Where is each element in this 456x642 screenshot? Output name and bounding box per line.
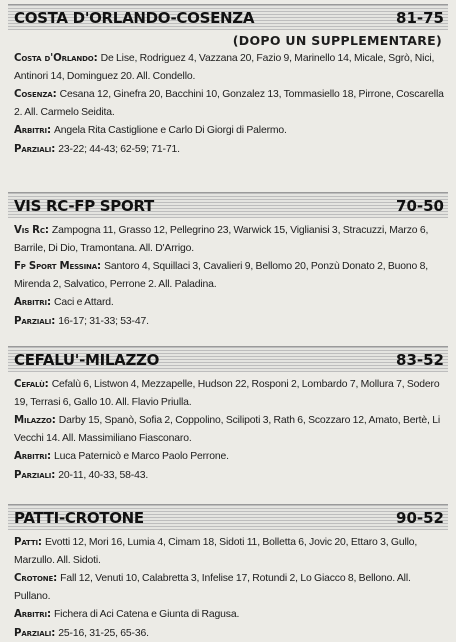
game-score: 83-52 bbox=[396, 351, 444, 369]
partials-text: 20-11, 40-33, 58-43. bbox=[58, 470, 148, 481]
team-roster-home bbox=[14, 376, 446, 411]
game-patti-crotone bbox=[8, 504, 448, 642]
referees-label: Arbitri : bbox=[14, 125, 54, 136]
roster-label: Milazzo : bbox=[14, 415, 59, 426]
roster-text: Darby 15, Spanò, Sofia 2, Coppolino, Scilipoti 3, Rath 6, Scozzaro 12, Amato, Bertè, Li Vecchi 14. All. Massimiliano Fiasconaro. bbox=[14, 415, 440, 444]
team-roster-away bbox=[14, 258, 446, 293]
roster-label: Patti : bbox=[14, 537, 45, 548]
roster-label: Cosenza : bbox=[14, 89, 60, 100]
game-cefalu-milazzo bbox=[8, 346, 448, 484]
overtime-note: (DOPO UN SUPPLEMENTARE) bbox=[8, 33, 442, 48]
partials-text: 23-22; 44-43; 62-59; 71-71. bbox=[58, 144, 180, 155]
partials bbox=[14, 467, 446, 485]
partials bbox=[14, 625, 446, 642]
game-costa-cosenza bbox=[8, 4, 448, 158]
game-details bbox=[8, 50, 448, 158]
referees-text: Angela Rita Castiglione e Carlo Di Giorgi di Palermo. bbox=[54, 125, 287, 136]
referees-label: Arbitri : bbox=[14, 609, 54, 620]
referees-text: Fichera di Aci Catena e Giunta di Ragusa. bbox=[54, 609, 239, 620]
partials bbox=[14, 313, 446, 331]
game-teams: CEFALU'-MILAZZO bbox=[14, 351, 159, 369]
game-score: 70-50 bbox=[396, 197, 444, 215]
game-teams: VIS RC-FP SPORT bbox=[14, 197, 154, 215]
game-score: 90-52 bbox=[396, 509, 444, 527]
partials-label: Parziali : bbox=[14, 628, 58, 639]
referees-label: Arbitri : bbox=[14, 297, 54, 308]
partials bbox=[14, 141, 446, 159]
game-header bbox=[8, 346, 448, 372]
roster-text: Santoro 4, Squillaci 3, Cavalieri 9, Bellomo 20, Ponzù Donato 2, Buono 8, Mirenda 2, Salvatico, Perrone 2. All. Paladina. bbox=[14, 261, 428, 290]
roster-label: Crotone : bbox=[14, 573, 60, 584]
game-teams: COSTA D'ORLANDO-COSENZA bbox=[14, 9, 254, 27]
referees bbox=[14, 294, 446, 312]
game-header bbox=[8, 192, 448, 218]
game-teams: PATTI-CROTONE bbox=[14, 509, 144, 527]
roster-text: Cesana 12, Ginefra 20, Bacchini 10, Gonzalez 13, Tommasiello 18, Pirrone, Coscarella 2. All. Carmelo Seidita. bbox=[14, 89, 444, 118]
referees-label: Arbitri : bbox=[14, 451, 54, 462]
referees bbox=[14, 448, 446, 466]
roster-text: Fall 12, Venuti 10, Calabretta 3, Infelise 17, Rotundi 2, Lo Giacco 8, Bellono. All. Pullano. bbox=[14, 573, 411, 602]
referees bbox=[14, 122, 446, 140]
partials-label: Parziali : bbox=[14, 470, 58, 481]
team-roster-away bbox=[14, 86, 446, 121]
team-roster-away bbox=[14, 570, 446, 605]
game-details bbox=[8, 534, 448, 642]
roster-text: De Lise, Rodriguez 4, Vazzana 20, Fazio 9, Marinello 14, Micale, Sgrò, Nici, Antinori 14, Dominguez 20. All. Condello. bbox=[14, 53, 434, 82]
team-roster-away bbox=[14, 412, 446, 447]
partials-label: Parziali : bbox=[14, 144, 58, 155]
partials-label: Parziali : bbox=[14, 316, 58, 327]
roster-text: Evotti 12, Mori 16, Lumia 4, Cimam 18, Sidoti 11, Bolletta 6, Jovic 20, Ettaro 3, Gullo, Marzullo. All. Sidoti. bbox=[14, 537, 417, 566]
team-roster-home bbox=[14, 534, 446, 569]
roster-text: Cefalù 6, Listwon 4, Mezzapelle, Hudson 22, Rosponi 2, Lombardo 7, Mollura 7, Sodero 19, Terrasi 6, Gallo 10. All. Flavio Priulla. bbox=[14, 379, 440, 408]
roster-text: Zampogna 11, Grasso 12, Pellegrino 23, Warwick 15, Viglianisi 3, Stracuzzi, Marzo 6, Barrile, Di Dio, Tramontana. All. D'Arrigo. bbox=[14, 225, 428, 254]
team-roster-home bbox=[14, 50, 446, 85]
partials-text: 25-16, 31-25, 65-36. bbox=[58, 628, 149, 639]
game-details bbox=[8, 376, 448, 484]
team-roster-home bbox=[14, 222, 446, 257]
roster-label: Fp Sport Messina : bbox=[14, 261, 104, 272]
roster-label: Cefalù : bbox=[14, 379, 52, 390]
partials-text: 16-17; 31-33; 53-47. bbox=[58, 316, 149, 327]
roster-label: Vis Rc : bbox=[14, 225, 52, 236]
roster-label: Costa d'Orlando : bbox=[14, 53, 101, 64]
game-details bbox=[8, 222, 448, 330]
game-vis-fpsport bbox=[8, 192, 448, 330]
game-header bbox=[8, 4, 448, 30]
game-score: 81-75 bbox=[396, 9, 444, 27]
referees-text: Caci e Attard. bbox=[54, 297, 114, 308]
referees bbox=[14, 606, 446, 624]
game-header bbox=[8, 504, 448, 530]
referees-text: Luca Paternicò e Marco Paolo Perrone. bbox=[54, 451, 229, 462]
